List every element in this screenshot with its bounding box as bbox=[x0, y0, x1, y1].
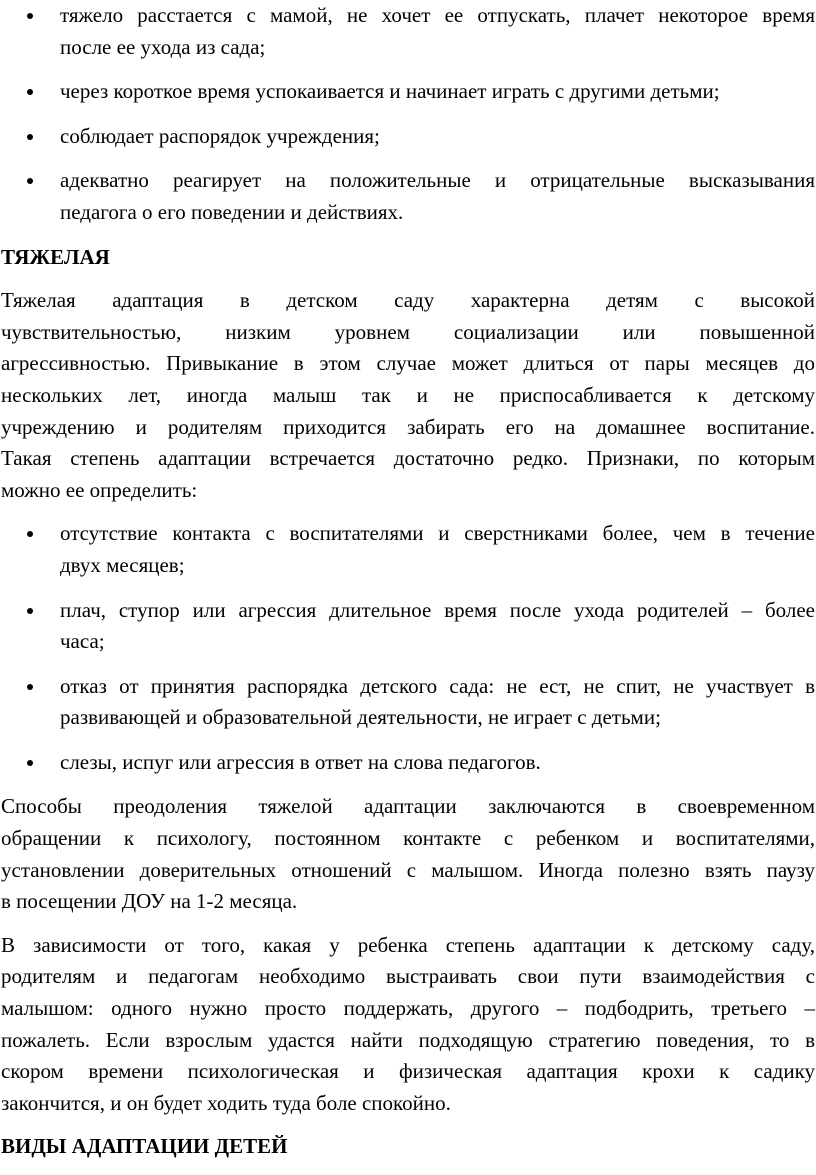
text-line: отсутствие контакта с воспитателями и сверстниками более, чем в течение bbox=[60, 521, 815, 546]
text-line: обращении к психологу, постоянном контакте с ребенком и воспитателями, bbox=[1, 826, 815, 851]
text-line: отказ от принятия распорядка детского сада: не ест, не спит, не участвует в bbox=[60, 673, 815, 698]
text-line: слезы, испуг или агрессия в ответ на слова педагогов. bbox=[60, 749, 541, 774]
section-heading: ВИДЫ АДАПТАЦИИ ДЕТЕЙ bbox=[1, 1134, 288, 1159]
list-item bbox=[1, 165, 815, 228]
text-line: нескольких лет, иногда малыш так и не приспосабливается к детскому bbox=[1, 382, 815, 407]
bullet-list bbox=[1, 518, 815, 778]
bullet-icon bbox=[27, 134, 33, 140]
text-line: плач, ступор или агрессия длительное время после ухода родителей – более bbox=[60, 597, 815, 622]
text-line: учреждению и родителям приходится забирать его на домашнее воспитание. bbox=[1, 414, 815, 439]
bullet-icon bbox=[27, 13, 33, 19]
text-line: педагога о его поведении и действиях. bbox=[60, 199, 404, 224]
text-line: после ее ухода из сада; bbox=[60, 34, 266, 59]
bullet-list bbox=[1, 0, 815, 229]
text-line: часа; bbox=[60, 629, 105, 654]
text-line: адекватно реагирует на положительные и отрицательные высказывания bbox=[60, 168, 815, 193]
text-line: установлении доверительных отношений с малышом. Иногда полезно взять паузу bbox=[1, 857, 815, 882]
bullet-icon bbox=[27, 760, 33, 766]
list-item bbox=[1, 121, 815, 153]
bullet-icon bbox=[27, 89, 33, 95]
text-line: чувствительностью, низким уровнем социализации или повышенной bbox=[1, 319, 815, 344]
text-line: соблюдает распорядок учреждения; bbox=[60, 123, 380, 148]
text-line: можно ее определить: bbox=[1, 477, 198, 502]
list-item bbox=[1, 747, 815, 779]
text-line: пожалеть. Если взрослым удастся найти подходящую стратегию поведения, то в bbox=[1, 1027, 815, 1052]
bullet-icon bbox=[27, 531, 33, 537]
text-line: закончится, и он будет ходить туда боле спокойно. bbox=[1, 1090, 451, 1115]
text-line: Способы преодоления тяжелой адаптации заключаются в своевременном bbox=[1, 794, 815, 819]
bullet-icon bbox=[27, 684, 33, 690]
text-line: через короткое время успокаивается и начинает играть с другими детьми; bbox=[60, 79, 720, 104]
paragraph bbox=[1, 285, 815, 506]
bullet-icon bbox=[27, 608, 33, 614]
text-line: Тяжелая адаптация в детском саду характерна детям с высокой bbox=[1, 288, 815, 313]
document-body bbox=[1, 0, 815, 1175]
text-line: Такая степень адаптации встречается достаточно редко. Признаки, по которым bbox=[1, 446, 815, 471]
text-line: скором времени психологическая и физическая адаптация крохи к садику bbox=[1, 1059, 815, 1084]
list-item bbox=[1, 595, 815, 658]
list-item bbox=[1, 518, 815, 581]
list-item bbox=[1, 76, 815, 108]
text-line: малышом: одного нужно просто поддержать, другого – подбодрить, третьего – bbox=[1, 996, 815, 1021]
text-line: агрессивностью. Привыкание в этом случае может длиться от пары месяцев до bbox=[1, 351, 815, 376]
text-line: тяжело расстается с мамой, не хочет ее отпускать, плачет некоторое время bbox=[60, 3, 815, 27]
paragraph bbox=[1, 791, 815, 917]
section-heading: ТЯЖЕЛАЯ bbox=[1, 244, 110, 269]
paragraph bbox=[1, 930, 815, 1120]
text-line: родителям и педагогам необходимо выстраивать свои пути взаимодействия с bbox=[1, 964, 815, 989]
text-line: развивающей и образовательной деятельности, не играет с детьми; bbox=[60, 705, 661, 730]
text-line: В зависимости от того, какая у ребенка степень адаптации к детскому саду, bbox=[1, 932, 815, 957]
text-line: двух месяцев; bbox=[60, 552, 185, 577]
list-item bbox=[1, 0, 815, 63]
list-item bbox=[1, 671, 815, 734]
bullet-icon bbox=[27, 178, 33, 184]
text-line: в посещении ДОУ на 1-2 месяца. bbox=[1, 889, 298, 914]
